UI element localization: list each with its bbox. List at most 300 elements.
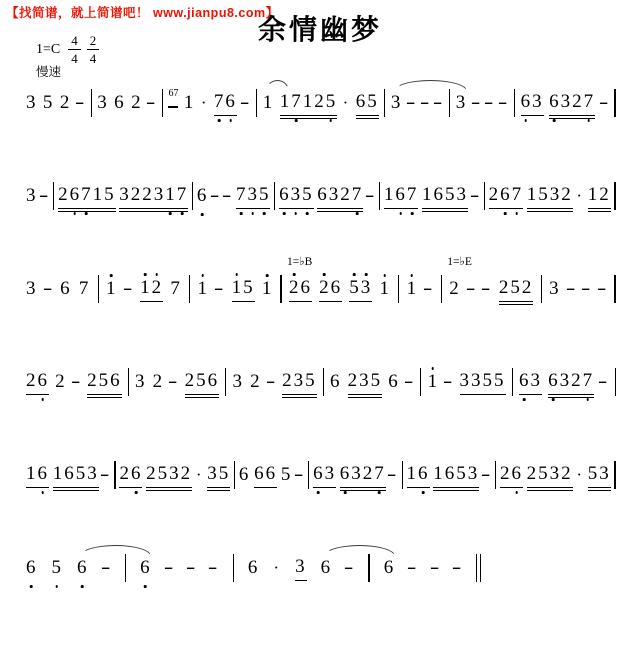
note-digit: 7 (582, 370, 595, 391)
note-digit: - (39, 185, 52, 206)
note (119, 462, 142, 488)
tie-arc (324, 545, 395, 556)
duration-dash (43, 277, 55, 301)
note-digit: 5 (98, 370, 111, 391)
note-digit: 5 (302, 184, 314, 205)
duration-dash (164, 556, 176, 580)
note (26, 277, 38, 301)
note-digit: 5 (75, 463, 88, 484)
note (388, 370, 400, 394)
note (456, 91, 468, 115)
duration-dash (210, 184, 222, 208)
barline (614, 275, 615, 303)
note-digit: 6 (110, 370, 122, 391)
note-digit: 6 (395, 184, 407, 205)
note-digit: · (195, 465, 204, 484)
duration-dash (222, 184, 234, 208)
note (460, 369, 506, 395)
note-digit: 1 (279, 91, 292, 112)
note-digit: 2 (288, 277, 301, 298)
note-digit: 3 (247, 184, 259, 205)
note-digit: - (70, 371, 84, 392)
note (262, 277, 274, 301)
note-digit: 6 (549, 91, 561, 112)
barline (368, 554, 369, 582)
duration-dash (429, 556, 441, 580)
note-digit: 6 (225, 91, 237, 112)
note-digit: 5 (494, 370, 506, 391)
score (26, 88, 616, 646)
meter-fraction (68, 34, 81, 65)
music-line (26, 460, 616, 490)
note-digit: 6 (265, 463, 278, 484)
note-digit: 1 (105, 278, 118, 299)
barline (234, 461, 235, 489)
note-digit: 6 (330, 277, 343, 298)
note-digit: 6 (37, 370, 49, 391)
note-digit: 5 (456, 463, 468, 484)
note-digit: 1 (526, 184, 539, 205)
note-digit: 5 (51, 557, 63, 578)
note-digit: - (470, 92, 484, 113)
note (26, 369, 49, 395)
note (433, 462, 479, 488)
note-digit: 1 (379, 278, 391, 299)
note (140, 556, 152, 580)
note-digit: 3 (26, 278, 38, 299)
score-line-row (26, 256, 616, 304)
augmentation-dot (576, 184, 584, 208)
note-digit: 1 (140, 277, 152, 298)
note-digit: - (405, 92, 419, 113)
duration-dash (407, 556, 419, 580)
duration-dash (581, 277, 593, 301)
note (588, 183, 611, 209)
note (214, 90, 237, 116)
note-digit: 1 (433, 463, 445, 484)
note (391, 91, 403, 115)
note-digit: 7 (235, 184, 248, 205)
note-digit: - (598, 371, 611, 392)
augmentation-dot (196, 463, 204, 487)
note-digit: 1 (262, 92, 275, 113)
note-digit: 5 (538, 463, 550, 484)
note-digit: 1 (587, 184, 600, 205)
note-digit: - (221, 185, 235, 206)
note (53, 462, 99, 488)
note (379, 277, 391, 301)
note-digit: 7 (81, 184, 93, 205)
music-line (26, 181, 616, 211)
note (321, 556, 333, 580)
note-digit: · (342, 93, 351, 112)
duration-dash (75, 91, 87, 115)
note-digit: 3 (26, 185, 38, 206)
barline (495, 461, 496, 489)
note (197, 184, 209, 208)
duration-dash (470, 184, 482, 208)
barline (614, 89, 615, 117)
key-change-annotation: 1=♭B (286, 256, 313, 268)
meter-fraction (87, 34, 100, 65)
note-digit: 6 (355, 91, 368, 112)
note-digit: 3 (599, 463, 611, 484)
note (340, 462, 386, 488)
duration-dash (481, 277, 493, 301)
duration-dash (240, 91, 252, 115)
note-digit: 6 (26, 557, 38, 578)
duration-dash (344, 556, 356, 580)
note (356, 90, 379, 116)
note-digit: 2 (340, 184, 352, 205)
note (499, 276, 534, 302)
note (233, 370, 245, 394)
note-digit: 3 (471, 370, 483, 391)
note (500, 462, 523, 488)
barline (449, 89, 450, 117)
note-digit: - (581, 278, 594, 299)
note (286, 256, 313, 302)
note-digit: 6 (64, 463, 76, 484)
duration-dash (404, 370, 416, 394)
note-digit: - (240, 92, 253, 113)
note-digit: 1 (406, 463, 418, 484)
note-digit: 6 (37, 463, 49, 484)
note (119, 183, 188, 209)
note (279, 183, 314, 209)
barline (91, 89, 92, 117)
barline (225, 368, 226, 396)
note-digit: · (576, 186, 585, 205)
note (60, 91, 72, 115)
music-line (26, 256, 616, 304)
note-digit: - (484, 92, 497, 113)
note-digit: · (576, 465, 585, 484)
barline (614, 461, 615, 489)
note-digit: - (465, 278, 479, 299)
note-digit: - (598, 92, 611, 113)
note-digit: 3 (290, 184, 303, 205)
note-digit: 2 (151, 277, 164, 298)
note-digit: 2 (498, 277, 511, 298)
note-digit: - (122, 278, 136, 299)
note-digit: 2 (347, 370, 360, 391)
note-digit: 5 (349, 277, 361, 298)
tie-arc (80, 545, 151, 556)
note-digit: - (343, 557, 357, 578)
duration-dash (598, 91, 610, 115)
note-digit: 6 (196, 185, 209, 206)
note-digit: 2 (130, 184, 143, 205)
note-digit: 6 (511, 463, 523, 484)
note-digit: 5 (305, 370, 317, 391)
note (548, 369, 594, 395)
note-digit: 1 (197, 278, 209, 299)
note (52, 556, 64, 580)
duration-dash (466, 277, 478, 301)
note-digit: 3 (467, 463, 480, 484)
note (330, 370, 342, 394)
barline (233, 554, 234, 582)
note-digit: 3 (207, 463, 219, 484)
tie-arc (394, 80, 467, 91)
note (407, 277, 419, 301)
note-digit: - (168, 371, 181, 392)
note-digit: 6 (320, 557, 333, 578)
barline (512, 368, 513, 396)
note-digit: 6 (130, 463, 143, 484)
note-digit: 2 (26, 370, 38, 391)
note-digit: 5 (370, 370, 383, 391)
duration-dash (598, 370, 610, 394)
duration-dash (481, 463, 493, 487)
tempo-marking: 慢速 (36, 65, 62, 79)
note-digit: 1 (427, 371, 440, 392)
note-digit: 1 (383, 184, 396, 205)
barline (128, 368, 129, 396)
note (170, 277, 182, 301)
note-digit: 7 (511, 184, 524, 205)
note-digit: 6 (168, 87, 174, 99)
note-digit: 2 (521, 277, 534, 298)
note-digit: 3 (232, 371, 245, 392)
music-line (26, 553, 616, 583)
duration-dash (100, 463, 112, 487)
note (146, 462, 192, 488)
note-digit: 6 (77, 557, 89, 578)
note-digit: 3 (119, 184, 131, 205)
note-digit: 6 (433, 184, 445, 205)
note-digit: 3 (153, 184, 166, 205)
duration-dash (566, 277, 578, 301)
note-digit: 5 (218, 463, 231, 484)
duration-dash (471, 91, 483, 115)
duration-dash (484, 91, 496, 115)
note-digit: 2 (282, 370, 294, 391)
barline (274, 182, 275, 210)
note-digit: 1 (261, 278, 274, 299)
note-digit: 2 (362, 463, 375, 484)
duration-dash (419, 91, 431, 115)
barline (398, 275, 399, 303)
note-digit: - (208, 557, 221, 578)
note (185, 369, 220, 395)
key-change-annotation: 1=♭E (447, 256, 472, 268)
note-digit: 7 (374, 463, 386, 484)
note-digit: 2 (561, 463, 573, 484)
note-digit: 7 (176, 184, 189, 205)
note-digit: - (423, 278, 436, 299)
note-digit: 2 (561, 184, 573, 205)
note-digit: 3 (293, 370, 306, 391)
note-digit: 6 (114, 92, 126, 113)
note-digit: 2 (499, 463, 512, 484)
duration-dash (39, 184, 51, 208)
note-digit: 2 (250, 371, 262, 392)
note-digit: - (480, 464, 494, 485)
note-digit: - (403, 371, 417, 392)
note-digit: 1 (92, 184, 105, 205)
note-digit: 3 (295, 556, 307, 577)
note (97, 91, 109, 115)
note-digit: 3 (456, 184, 468, 205)
note-digit: 2 (59, 92, 72, 113)
duration-dash (266, 370, 278, 394)
note-digit: - (407, 557, 420, 578)
note-digit: 3 (360, 277, 373, 298)
note-digit: 1 (52, 463, 65, 484)
note-digit: 3 (530, 370, 542, 391)
note-digit: 7 (170, 278, 182, 299)
note-digit: 6 (140, 557, 152, 578)
note (26, 462, 49, 488)
note-digit: 2 (152, 371, 165, 392)
barline (541, 275, 542, 303)
note-digit: 7 (78, 278, 91, 299)
note (588, 462, 611, 488)
meter-numerator: 2 (87, 34, 100, 50)
barline (114, 461, 115, 489)
note-digit: 6 (317, 184, 329, 205)
music-line (26, 367, 616, 397)
note (55, 370, 67, 394)
duration-dash (498, 91, 510, 115)
note-digit: 5 (42, 92, 55, 113)
note (26, 91, 38, 115)
note (527, 183, 573, 209)
note-digit: - (364, 185, 378, 206)
note-digit: 3 (549, 278, 561, 299)
music-line (26, 88, 616, 118)
note-digit: 6 (247, 557, 260, 578)
note (489, 183, 524, 209)
note-digit: · (273, 558, 282, 577)
note-digit: 3 (532, 91, 544, 112)
note (519, 369, 542, 395)
duration-dash (186, 556, 198, 580)
note (114, 91, 126, 115)
note-digit: - (163, 557, 177, 578)
note-digit: 6 (279, 184, 291, 205)
note-digit: 5 (367, 91, 379, 112)
note-digit: 6 (300, 277, 312, 298)
duration-dash (597, 277, 609, 301)
note-digit: - (481, 278, 494, 299)
duration-dash (443, 370, 455, 394)
duration-dash (423, 277, 435, 301)
note-digit: 7 (291, 91, 303, 112)
note-digit: 6 (69, 184, 82, 205)
note (319, 276, 342, 302)
meter-denominator: 4 (71, 51, 78, 66)
score-line-row (26, 553, 616, 583)
note-digit: - (565, 278, 579, 299)
final-barline (476, 554, 481, 582)
note (348, 369, 383, 395)
note (280, 90, 338, 116)
note-digit: 6 (330, 371, 342, 392)
note-digit: 3 (351, 463, 363, 484)
duration-dash (365, 184, 377, 208)
note (422, 183, 468, 209)
barline (384, 89, 385, 117)
barline (280, 275, 281, 303)
note-digit: 2 (119, 463, 131, 484)
note-digit: 3 (455, 92, 468, 113)
note-digit: 7 (173, 87, 179, 99)
note (313, 462, 336, 488)
site-banner: 【找简谱，就上简谱吧！ www.jianpu8.com】 (6, 6, 279, 20)
note (43, 91, 55, 115)
note-digit: - (419, 92, 432, 113)
note-digit: 3 (87, 463, 99, 484)
note-digit: 2 (571, 370, 583, 391)
note-digit: 5 (243, 277, 255, 298)
barline (125, 554, 126, 582)
barline (98, 275, 99, 303)
note-digit: 2 (180, 463, 193, 484)
note (248, 556, 260, 580)
score-line-row (26, 367, 616, 397)
note (87, 369, 122, 395)
note-digit: 6 (388, 371, 400, 392)
note-digit: 5 (587, 463, 600, 484)
barline (615, 368, 616, 396)
note-digit: - (387, 464, 400, 485)
augmentation-dot (201, 91, 209, 115)
note-digit: 2 (319, 277, 331, 298)
note-digit: 3 (559, 370, 572, 391)
duration-dash (387, 463, 399, 487)
note-digit: · (200, 93, 209, 112)
note-digit: 2 (449, 278, 461, 299)
note-digit: 2 (572, 91, 584, 112)
note (549, 277, 561, 301)
note-digit: - (265, 371, 279, 392)
duration-dash (100, 556, 112, 580)
note (197, 277, 209, 301)
note-digit: 7 (583, 91, 596, 112)
song-title: 余情幽梦 (257, 15, 382, 46)
meter-numerator: 4 (68, 34, 81, 50)
note-digit: 6 (238, 464, 251, 485)
note-digit: - (293, 464, 307, 485)
barline (162, 89, 163, 117)
augmentation-dot (343, 91, 351, 115)
note-digit: 6 (339, 463, 352, 484)
note (26, 556, 38, 580)
note-digit: 3 (324, 463, 337, 484)
note (447, 256, 472, 301)
note-digit: 1 (422, 184, 434, 205)
note (521, 90, 544, 116)
note-digit: - (596, 278, 610, 299)
barline (189, 275, 190, 303)
note-digit: 7 (406, 184, 419, 205)
note (60, 277, 72, 301)
note-digit: 6 (254, 463, 266, 484)
note-digit: 7 (213, 91, 226, 112)
note-digit: 6 (519, 370, 531, 391)
duration-dash (123, 277, 135, 301)
note-digit: 6 (520, 91, 533, 112)
barline (402, 461, 403, 489)
duration-dash (406, 91, 418, 115)
note-digit: 2 (131, 92, 143, 113)
note (549, 90, 595, 116)
note (349, 276, 372, 302)
grace-note (168, 82, 178, 107)
